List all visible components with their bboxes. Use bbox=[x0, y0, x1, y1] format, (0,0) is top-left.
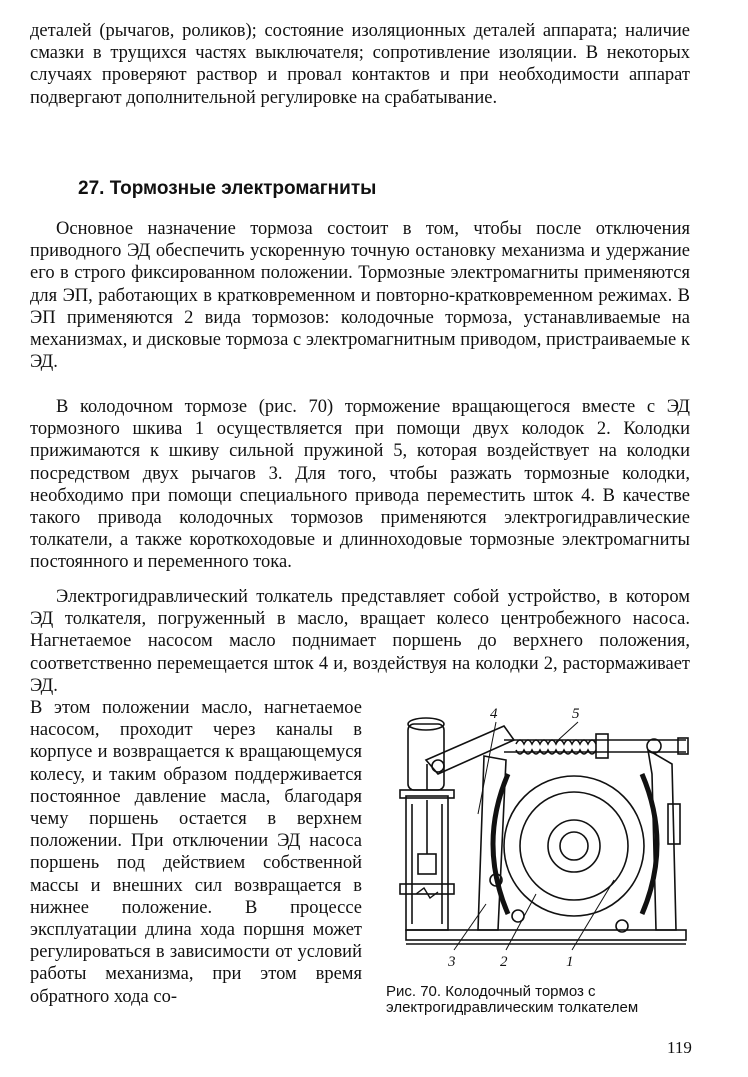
paragraph-pusher: Электрогидравлический толкатель представляет собой устройство, в котором ЭД толкателя, погруженный в масло, вращает колесо центробежного насоса. Нагнетаемое насосом масло поднимает поршень до верхнего положения, соответственно перемещается шток 4 и, воздействуя на колодки 2, растормаживает ЭД. bbox=[30, 587, 690, 696]
right-lever bbox=[648, 750, 676, 930]
left-brake-shoe bbox=[493, 774, 508, 914]
paragraph-shoe-brake: В колодочном тормозе (рис. 70) торможение вращающегося вместе с ЭД тормозного шкива 1 осуществляется при помощи двух колодок 2. Колодки прижимаются к шкиву сильной пружиной 5, которая воздействует на колодки посредством двух рычагов 3. Для того, чтобы разжать тормозные колодки, необходимо при помощи специального привода переместить шток 4. В качестве такого привода колодочных тормозов применяются электрогидравлические толкатели, а также короткоходовые и длинноходовые тормозные электромагниты постоянного и переменного тока. bbox=[30, 397, 690, 573]
top-lever bbox=[426, 726, 514, 774]
brake-pulley bbox=[504, 776, 644, 916]
base-plate bbox=[406, 930, 686, 940]
label-2: 2 bbox=[500, 954, 508, 970]
label-1: 1 bbox=[566, 954, 574, 970]
brake-figure bbox=[386, 704, 706, 974]
paragraph-continued: деталей (рычагов, роликов); состояние изоляционных деталей аппарата; наличие смазки в трущихся частях выключателя; сопротивление изоляции. В некоторых случаях проверяют раствор и провал контактов и при необходимости аппарат подвергают дополнительной регулировке на срабатывание. bbox=[30, 21, 690, 108]
pusher-motor bbox=[408, 724, 444, 790]
label-3: 3 bbox=[448, 954, 456, 970]
page-number: 119 bbox=[667, 1038, 692, 1057]
label-5: 5 bbox=[572, 706, 580, 722]
figure-caption-number: Рис. 70. bbox=[386, 983, 442, 1000]
figure-caption bbox=[386, 984, 696, 1016]
paragraph-brake-purpose: Основное назначение тормоза состоит в том, чтобы после отключения приводного ЭД обеспечить ускоренную точную остановку механизма и удержание его в строго фиксированном положении. Тормозные электромагниты применяются для ЭП, работающих в кратковременном и повторно-кратковременном режимах. В ЭП применяются 2 вида тормозов: колодочные тормоза, устанавливаемые на механизмах, и дисковые тормоза с электромагнитным приводом, пристраиваемые к ЭД. bbox=[30, 219, 690, 373]
label-4: 4 bbox=[490, 706, 498, 722]
paragraph-pusher-continued: В этом положении масло, нагнетаемое насосом, проходит через каналы в корпусе и возвращается к вращающемуся колесу, и таким образом поддерживается постоянное давление масла, благодаря чему поршень остается в верхнем положении. При отключении ЭД насоса поршень под действием собственной массы и внешних сил возвращается в нижнее положение. В процессе эксплуатации длина хода поршня может регулироваться в зависимости от условий работы механизма, при этом время обратного хода со- bbox=[30, 698, 362, 1007]
figure-caption-text: Колодочный тормоз с электрогидравлическим толкателем bbox=[386, 983, 639, 1016]
section-heading: 27. Тормозные электромагниты bbox=[78, 178, 377, 199]
